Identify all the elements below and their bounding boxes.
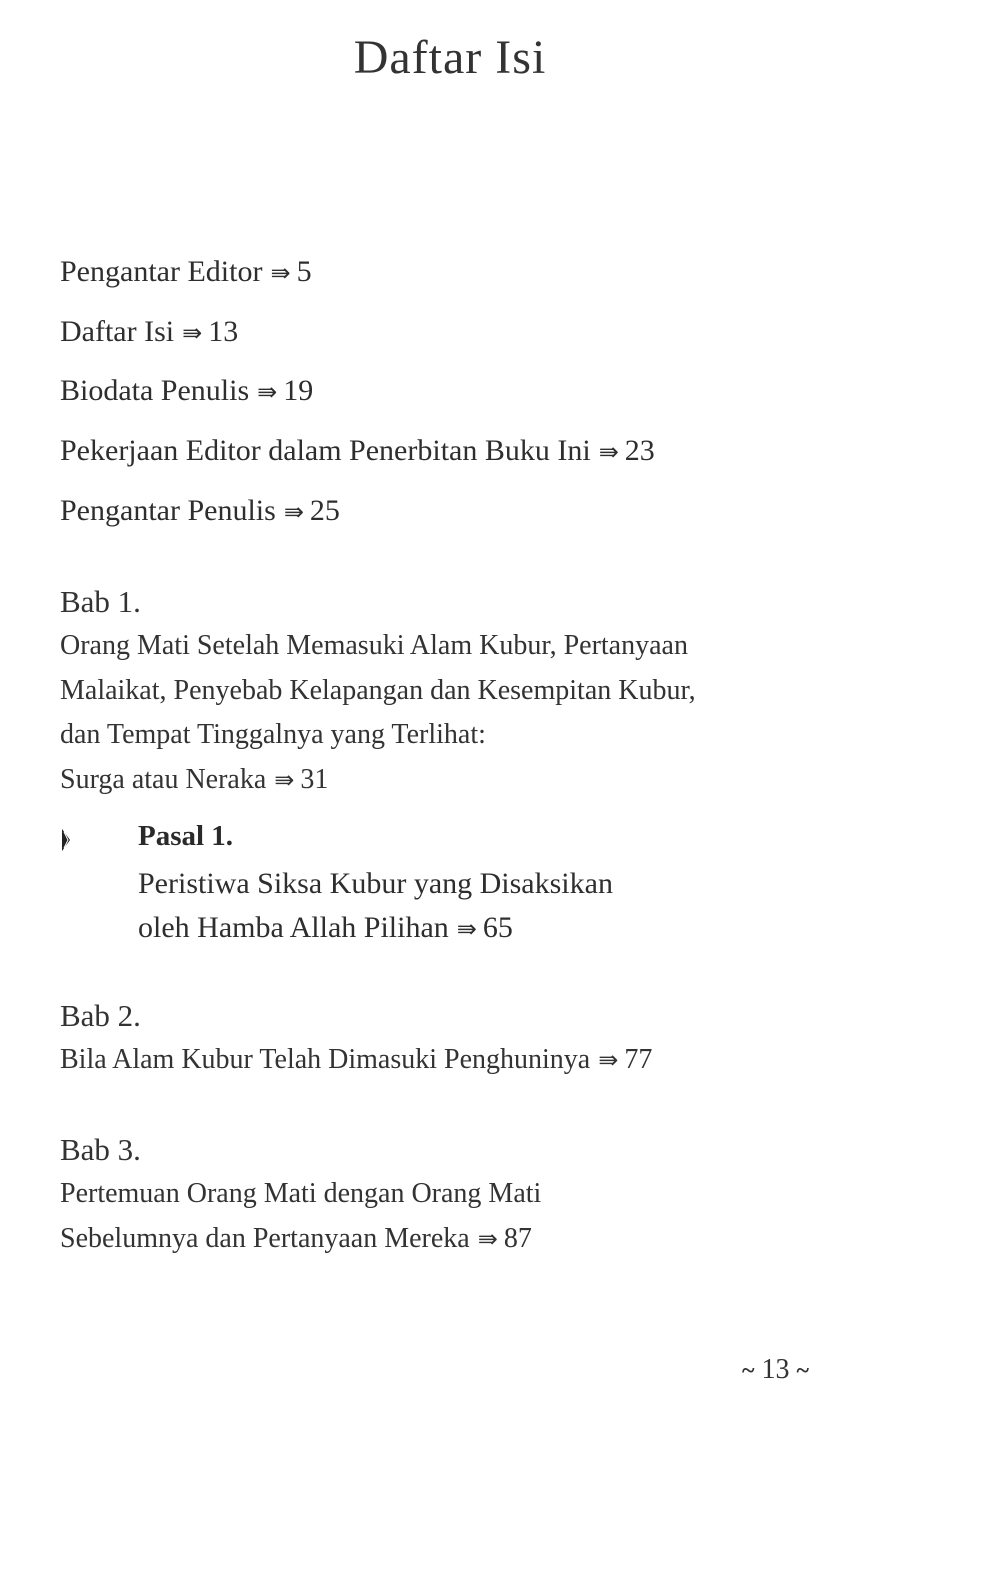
chapter-title-line-last xyxy=(60,758,860,803)
chapter-label: Bab 1. xyxy=(60,584,141,619)
section-title-line: Peristiwa Siksa Kubur yang Disaksikan xyxy=(138,867,613,900)
section-title-line-last xyxy=(138,906,613,951)
tilde-ornament-icon: ~ xyxy=(796,1358,809,1384)
toc-entry-biodata-penulis xyxy=(60,374,313,408)
toc-entry-pengantar-editor xyxy=(60,255,312,289)
chapter-title-line-last xyxy=(60,1217,860,1262)
chapter-page: 87 xyxy=(503,1222,532,1254)
chapter-page: 77 xyxy=(624,1044,653,1075)
toc-entry-daftar-isi xyxy=(60,315,238,349)
toc-entry-label: Pekerjaan Editor dalam Penerbitan Buku Ini xyxy=(60,434,591,467)
toc-entry-page: 23 xyxy=(624,434,655,467)
arrow-icon: ⇛ xyxy=(182,319,203,347)
arrow-icon: ⇛ xyxy=(598,438,619,466)
toc-entry-page: 25 xyxy=(309,494,340,527)
toc-entry-label: Daftar Isi xyxy=(60,315,175,348)
chapter-title-text: Sebelumnya dan Pertanyaan Mereka xyxy=(60,1222,470,1254)
section-label: Pasal 1. xyxy=(138,820,234,852)
toc-entry-pengantar-penulis xyxy=(60,494,340,528)
arrow-icon: ⇛ xyxy=(257,378,278,406)
toc-entry-page: 5 xyxy=(296,255,312,288)
toc-entry-pekerjaan-editor xyxy=(60,434,655,468)
page-number xyxy=(742,1354,809,1386)
chapter-title-text: Surga atau Neraka xyxy=(60,763,267,795)
chapter-title-line: dan Tempat Tinggalnya yang Terlihat: xyxy=(60,719,486,750)
section-title xyxy=(138,862,613,951)
toc-entry-label: Pengantar Penulis xyxy=(60,494,276,527)
chapter-page: 31 xyxy=(300,763,329,795)
arrow-icon: ⇛ xyxy=(274,765,295,794)
bullet-marker-icon xyxy=(60,828,72,852)
section-title-text: oleh Hamba Allah Pilihan xyxy=(138,911,449,944)
arrow-icon: ⇛ xyxy=(283,498,304,526)
tilde-ornament-icon: ~ xyxy=(742,1358,755,1384)
chapter-title-text: Bila Alam Kubur Telah Dimasuki Penghuninya xyxy=(60,1044,591,1075)
chapter-title xyxy=(60,624,860,802)
chapter-title-line: Malaikat, Penyebab Kelapangan dan Kesempitan Kubur, xyxy=(60,674,696,706)
chapter-label: Bab 3. xyxy=(60,1132,141,1167)
arrow-icon: ⇛ xyxy=(477,1224,498,1253)
arrow-icon: ⇛ xyxy=(598,1046,619,1074)
toc-entry-page: 19 xyxy=(283,374,314,407)
toc-entry-label: Pengantar Editor xyxy=(60,255,263,288)
chapter-title-line: Orang Mati Setelah Memasuki Alam Kubur, Pertanyaan xyxy=(60,630,688,661)
toc-entry-page: 13 xyxy=(208,315,239,348)
chapter-title-line: Pertemuan Orang Mati dengan Orang Mati xyxy=(60,1178,542,1209)
page-number-value: 13 xyxy=(761,1354,790,1385)
chapter-title xyxy=(60,1038,860,1083)
toc-entry-label: Biodata Penulis xyxy=(60,374,250,407)
section-page: 65 xyxy=(482,911,513,944)
chapter-title-line-last xyxy=(60,1038,860,1083)
arrow-icon: ⇛ xyxy=(270,259,291,287)
page-title: Daftar Isi xyxy=(353,31,547,84)
chapter-title xyxy=(60,1172,860,1261)
arrow-icon: ⇛ xyxy=(456,915,477,943)
chapter-label: Bab 2. xyxy=(60,998,141,1033)
